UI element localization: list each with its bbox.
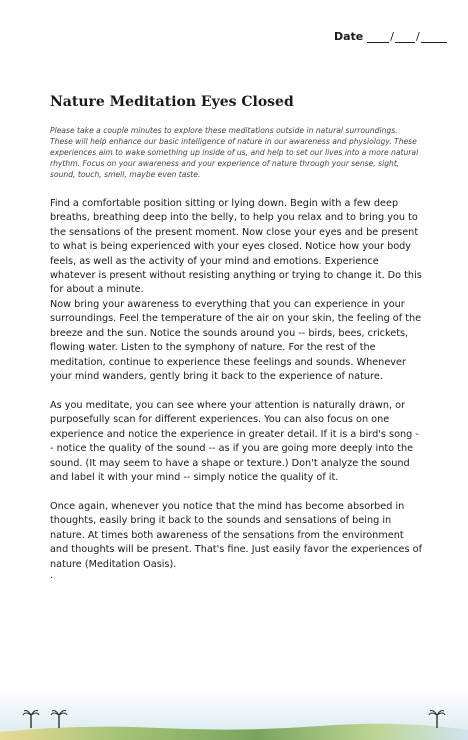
palm-tree-icon — [22, 708, 40, 728]
date-year-blank[interactable] — [421, 32, 447, 43]
trailing-mark: . — [50, 570, 54, 581]
paragraph-1: Find a comfortable position sitting or lying down. Begin with a few deep breaths, breathing deep into the belly, to help you relax and to bring you to the sensations of the present moment. Now close your eyes and be present to what is being experienced with your eyes closed. Notice how your body feels, as well as the activity of your mind and emotions. Experience whatever is present without resisting anything or trying to change it. Do this for about a minute. — [50, 198, 422, 296]
date-label: Date — [334, 30, 364, 43]
footer-landscape — [0, 690, 468, 740]
palm-tree-icon — [50, 708, 68, 728]
palm-tree-icon — [428, 708, 446, 728]
date-separator: / — [416, 30, 420, 43]
date-field — [334, 30, 447, 43]
page-title: Nature Meditation Eyes Closed — [50, 94, 294, 110]
intro-text: Please take a couple minutes to explore these meditations outside in natural surroundings. These will help enhance our basic intelligence of nature in our awareness and physiology. These experiences aim to wake something up inside of us, and help to set our lives into a more natural rhythm. Focus on your awareness and your experience of nature through your sense, sight, sound, touch, smell, maybe even taste. — [50, 126, 419, 180]
paragraph-2: Now bring your awareness to everything that you can experience in your surroundings. Feel the temperature of the air on your skin, the feeling of the breeze and the sun. Notice the sounds around you -- birds, bees, crickets, flowing water. Listen to the symphony of nature. For the rest of the meditation, continue to experience these feelings and sounds. Whenever your mind wanders, gently bring it back to the experience of nature. — [50, 299, 422, 383]
date-day-blank[interactable] — [395, 32, 415, 43]
date-month-blank[interactable] — [367, 32, 389, 43]
paragraph-3: As you meditate, you can see where your attention is naturally drawn, or purposefully scan for different experiences. You can also focus on one experience and notice the experience in greater detail. If it is a bird's song -- notice the quality of the sound -- as if you are going more deeply into the sound. (It may seem to have a shape or texture.) Don't analyze the sound and label it with your mind -- simply notice the quality of it. — [50, 400, 419, 484]
date-separator: / — [390, 30, 394, 43]
paragraph-4: Once again, whenever you notice that the mind has become absorbed in thoughts, easily bring it back to the sounds and sensations of being in nature. At times both awareness of the sensations from the environment and thoughts will be present. That's fine. Just easily favor the experiences of nature (Meditation Oasis). — [50, 501, 422, 570]
